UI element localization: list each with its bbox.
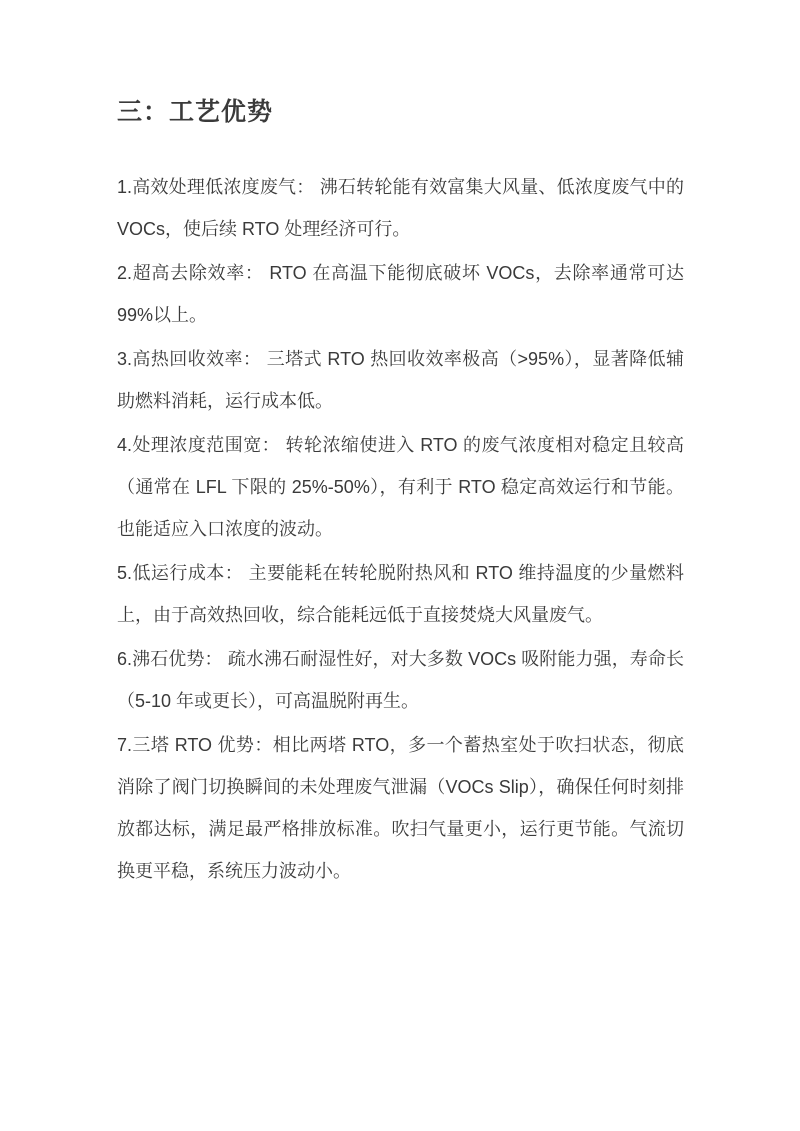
paragraph-4: 4.处理浓度范围宽： 转轮浓缩使进入 RTO 的废气浓度相对稳定且较高（通常在 LFL 下限的 25%-50%），有利于 RTO 稳定高效运行和节能。也能适应入口浓度的波动。 [117, 435, 684, 539]
document-body [117, 166, 684, 892]
paragraph-7: 7.三塔 RTO 优势：相比两塔 RTO，多一个蓄热室处于吹扫状态，彻底消除了阀门切换瞬间的未处理废气泄漏（VOCs Slip），确保任何时刻排放都达标，满足最严格排放标准。吹扫气量更小，运行更节能。气流切换更平稳，系统压力波动小。 [117, 735, 684, 881]
paragraph-1: 1.高效处理低浓度废气： 沸石转轮能有效富集大风量、低浓度废气中的 VOCs，使后续 RTO 处理经济可行。 [117, 177, 684, 239]
paragraph-2: 2.超高去除效率： RTO 在高温下能彻底破坏 VOCs，去除率通常可达 99%以上。 [117, 263, 684, 325]
document-title: 三：工艺优势 [117, 98, 274, 126]
paragraph-6: 6.沸石优势： 疏水沸石耐湿性好，对大多数 VOCs 吸附能力强，寿命长（5-10 年或更长），可高温脱附再生。 [117, 649, 684, 711]
paragraph-3: 3.高热回收效率： 三塔式 RTO 热回收效率极高（>95%），显著降低辅助燃料消耗，运行成本低。 [117, 349, 684, 411]
paragraph-5: 5.低运行成本： 主要能耗在转轮脱附热风和 RTO 维持温度的少量燃料上，由于高效热回收，综合能耗远低于直接焚烧大风量废气。 [117, 563, 684, 625]
